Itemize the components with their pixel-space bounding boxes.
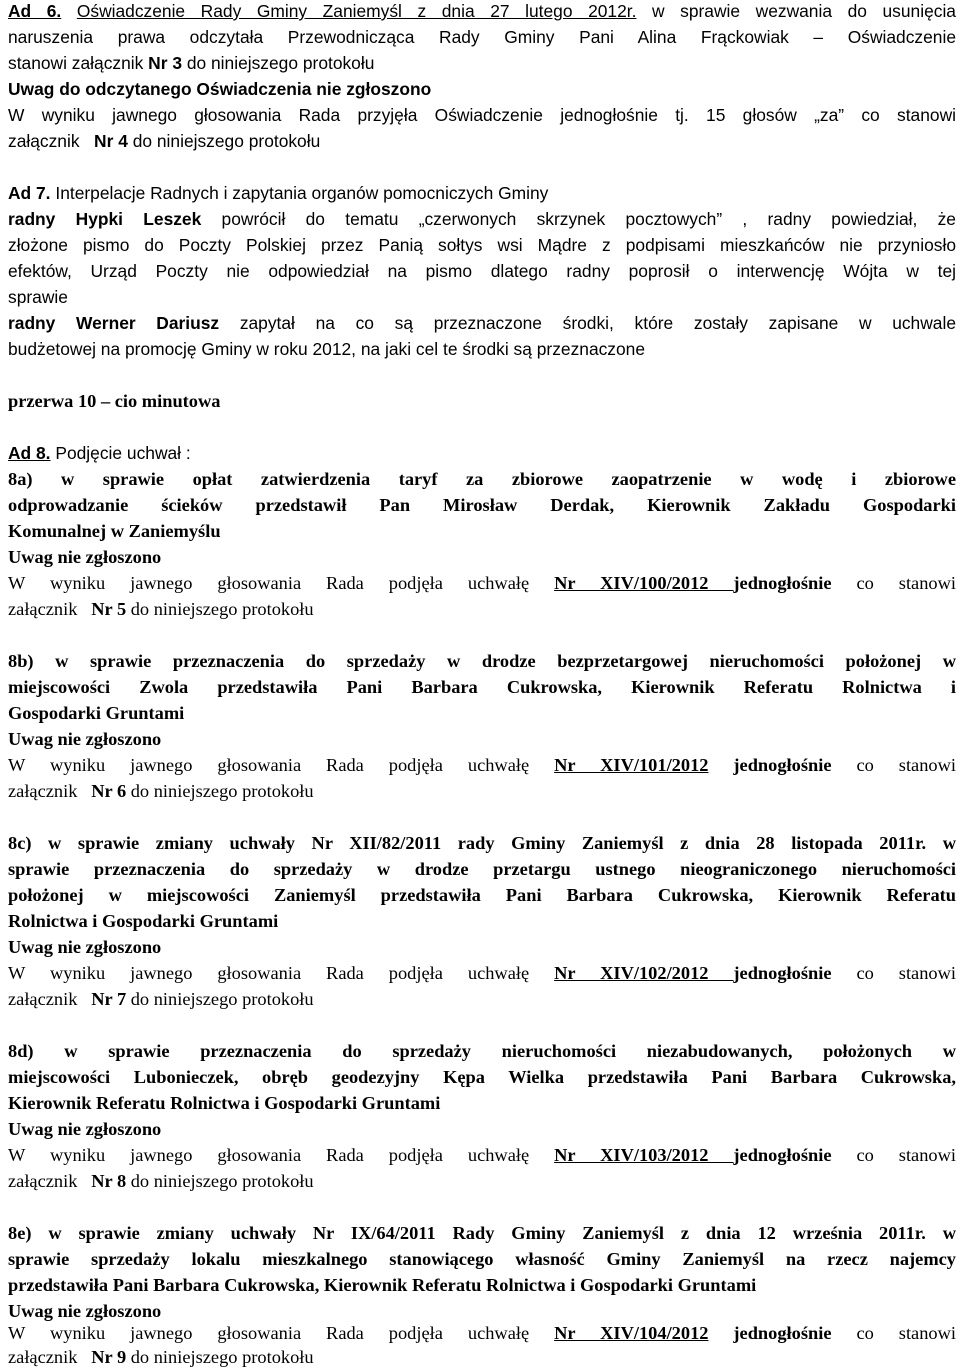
resolution-number: Nr XIV/102/2012 — [554, 963, 734, 983]
8b-attachment-line: załącznik Nr 6 do niniejszego protokołu — [8, 781, 314, 801]
8d-line-3: Kierownik Referatu Rolnictwa i Gospodarki Gruntami — [8, 1093, 441, 1113]
break-note: przerwa 10 – cio minutowa — [8, 391, 221, 411]
8c-vote-line: W wyniku jawnego głosowania Rada podjęła uchwałę Nr XIV/102/2012 jednogłośnie co stanowi — [8, 963, 956, 983]
resolution-number: Nr XIV/100/2012 — [554, 573, 734, 593]
ad7-p2-line-1: radny Werner Dariusz zapytał na co są przeznaczone środki, które zostały zapisane w uchwale — [8, 313, 956, 333]
8e-line-2: sprawie sprzedaży lokalu mieszkalnego stanowiącego własność Gminy Zaniemyśl na rzecz najemcy — [8, 1249, 956, 1269]
8e-line-3: przedstawiła Pani Barbara Cukrowska, Kierownik Referatu Rolnictwa i Gospodarki Gruntami — [8, 1275, 757, 1295]
8c-line-2: sprawie przeznaczenia do sprzedaży w drodze przetargu ustnego nieograniczonego nieruchomości — [8, 859, 956, 879]
8d-line-1: 8d) w sprawie przeznaczenia do sprzedaży nieruchomości niezabudowanych, położonych w — [8, 1041, 956, 1061]
8d-no-remarks: Uwag nie zgłoszono — [8, 1119, 162, 1139]
ad6-line-3: stanowi załącznik Nr 3 do niniejszego protokołu — [8, 53, 375, 73]
8d-line-2: miejscowości Lubonieczek, obręb geodezyjny Kępa Wielka przedstawiła Pani Barbara Cukrowska, — [8, 1067, 956, 1087]
ad7-title-line: Ad 7. Interpelacje Radnych i zapytania organów pomocniczych Gminy — [8, 183, 549, 203]
ad6-no-remarks: Uwag do odczytanego Oświadczenia nie zgłoszono — [8, 79, 432, 99]
ad6-vote-line: W wyniku jawnego głosowania Rada przyjęła Oświadczenie jednogłośnie tj. 15 głosów „za” co stanowi — [8, 105, 956, 125]
resolution-number: Nr XIV/103/2012 — [554, 1145, 734, 1165]
8a-no-remarks: Uwag nie zgłoszono — [8, 547, 162, 567]
8c-line-3: położonej w miejscowości Zaniemyśl przedstawiła Pani Barbara Cukrowska, Kierownik Referatu — [8, 885, 956, 905]
ad6-heading: Ad 6. — [8, 1, 62, 21]
ad7-p1-line-2: złożone pismo do Poczty Polskiej przez Panią sołtys wsi Mądre z podpisami mieszkańców nie przyniosło — [8, 235, 956, 255]
8a-attachment-line: załącznik Nr 5 do niniejszego protokołu — [8, 599, 314, 619]
councillor-name: radny Hypki Leszek — [8, 209, 202, 229]
8e-vote-line: W wyniku jawnego głosowania Rada podjęła uchwałę Nr XIV/104/2012 jednogłośnie co stanowi — [8, 1323, 956, 1343]
ad7-p1-line-3: efektów, Urząd Poczty nie odpowiedział na pismo dlatego radny poprosił o interwencję Wójta w tej — [8, 261, 956, 281]
8b-line-1: 8b) w sprawie przeznaczenia do sprzedaży w drodze bezprzetargowej nieruchomości położonej w — [8, 651, 956, 671]
ad6-attachment-line: załącznik Nr 4 do niniejszego protokołu — [8, 131, 321, 151]
ad8-title-line: Ad 8. Podjęcie uchwał : — [8, 443, 191, 463]
ad6-title: Oświadczenie Rady Gminy Zaniemyśl z dnia 27 lutego 2012r. — [76, 1, 637, 21]
8a-line-2: odprowadzanie ścieków przedstawił Pan Mirosław Derdak, Kierownik Zakładu Gospodarki — [8, 495, 956, 515]
ad7-p2-line-2: budżetowej na promocję Gminy w roku 2012, na jaki cel te środki są przeznaczone — [8, 339, 646, 359]
ad7-heading: Ad 7. — [8, 183, 51, 203]
councillor-name: radny Werner Dariusz — [8, 313, 220, 333]
ad6-title-line: Ad 6. Oświadczenie Rady Gminy Zaniemyśl z dnia 27 lutego 2012r. w sprawie wezwania do usunięcia — [8, 1, 956, 21]
resolution-number: Nr XIV/104/2012 — [554, 1323, 709, 1343]
8a-line-1: 8a) w sprawie opłat zatwierdzenia taryf za zbiorowe zaopatrzenie w wodę i zbiorowe — [8, 469, 956, 489]
8b-no-remarks: Uwag nie zgłoszono — [8, 729, 162, 749]
ad7-p1-line-1: radny Hypki Leszek powrócił do tematu „czerwonych skrzynek pocztowych” , radny powiedział, że — [8, 209, 956, 229]
8c-line-4: Rolnictwa i Gospodarki Gruntami — [8, 911, 279, 931]
ad6-line-2: naruszenia prawa odczytała Przewodnicząca Rady Gminy Pani Alina Frąckowiak – Oświadczenie — [8, 27, 956, 47]
ad8-heading: Ad 8. — [8, 443, 51, 463]
ad7-p1-line-4: sprawie — [8, 287, 68, 307]
8c-attachment-line: załącznik Nr 7 do niniejszego protokołu — [8, 989, 314, 1009]
8e-line-1: 8e) w sprawie zmiany uchwały Nr IX/64/2011 Rady Gminy Zaniemyśl z dnia 12 września 2011r. w — [8, 1223, 956, 1243]
8b-vote-line: W wyniku jawnego głosowania Rada podjęła uchwałę Nr XIV/101/2012 jednogłośnie co stanowi — [8, 755, 956, 775]
8c-no-remarks: Uwag nie zgłoszono — [8, 937, 162, 957]
8a-line-3: Komunalnej w Zaniemyślu — [8, 521, 221, 541]
8a-vote-line: W wyniku jawnego głosowania Rada podjęła uchwałę Nr XIV/100/2012 jednogłośnie co stanowi — [8, 573, 956, 593]
8b-line-2: miejscowości Zwola przedstawiła Pani Barbara Cukrowska, Kierownik Referatu Rolnictwa i — [8, 677, 956, 697]
8b-line-3: Gospodarki Gruntami — [8, 703, 185, 723]
8d-vote-line: W wyniku jawnego głosowania Rada podjęła uchwałę Nr XIV/103/2012 jednogłośnie co stanowi — [8, 1145, 956, 1165]
8e-attachment-line: załącznik Nr 9 do niniejszego protokołu — [8, 1347, 314, 1367]
8c-line-1: 8c) w sprawie zmiany uchwały Nr XII/82/2011 rady Gminy Zaniemyśl z dnia 28 listopada 2011r. w — [8, 833, 956, 853]
8e-no-remarks: Uwag nie zgłoszono — [8, 1301, 162, 1321]
8d-attachment-line: załącznik Nr 8 do niniejszego protokołu — [8, 1171, 314, 1191]
resolution-number: Nr XIV/101/2012 — [554, 755, 709, 775]
